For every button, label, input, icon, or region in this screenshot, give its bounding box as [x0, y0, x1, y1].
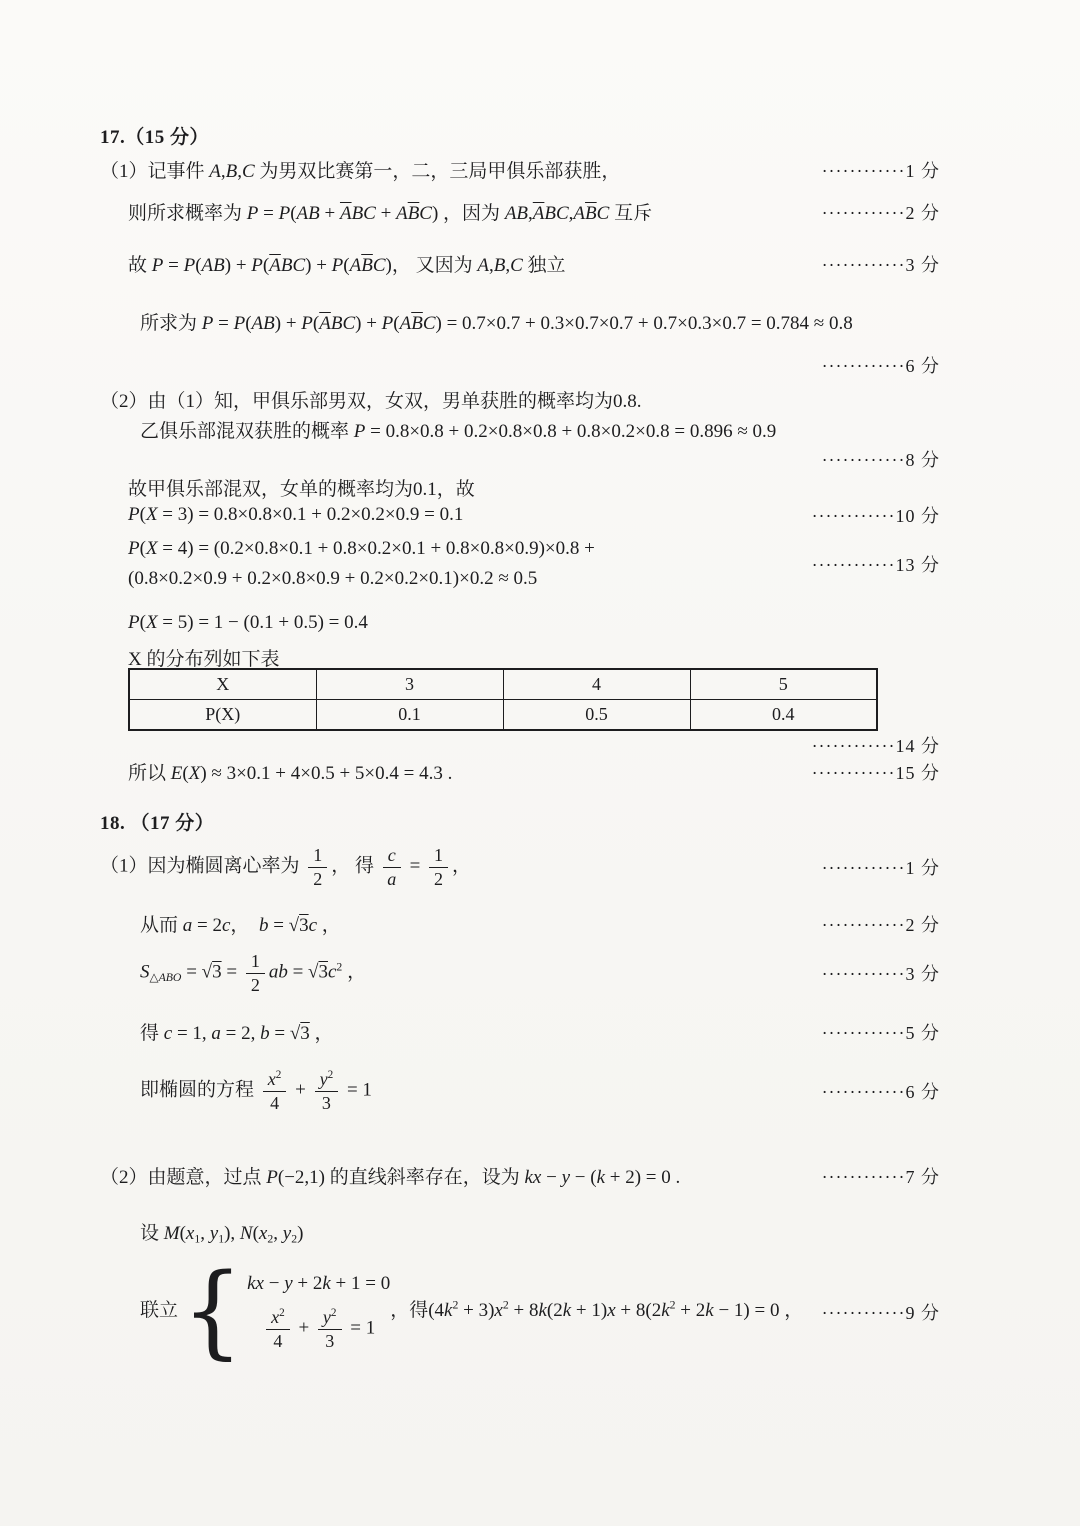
q18-score-6: ············6 分 [821, 1082, 940, 1102]
q17-line-12 [0, 758, 1080, 785]
distribution-table [128, 668, 878, 731]
q17-table-row [0, 668, 1080, 731]
q17-line-5 [0, 386, 1080, 413]
q17-line-1 [0, 156, 1080, 183]
table-cell: 0.1 [316, 700, 503, 731]
q17-title-text: 17.（15 分） [100, 127, 210, 148]
table-cell: X [129, 669, 316, 700]
table-cell: 5 [690, 669, 877, 700]
q17-heading [0, 122, 1080, 149]
q18-line-3 [0, 946, 1080, 1000]
q18-line-2-text: 从而 a = 2c， b = √3c ， [140, 915, 341, 936]
q17-line-7-text: 故甲俱乐部混双，女单的概率均为0.1，故 [128, 479, 475, 500]
q17-line-9b-text: (0.8×0.2×0.9 + 0.2×0.8×0.9 + 0.2×0.2×0.1)×0.2 ≈ 0.5 [128, 568, 538, 589]
q17-line-6-text: 乙俱乐部混双获胜的概率 P = 0.8×0.8 + 0.2×0.8×0.8 + 0.8×0.2×0.8 = 0.896 ≈ 0.9 [140, 421, 777, 442]
q18-line-6-text: （2）由题意，过点 P(−2,1) 的直线斜率存在，设为 kx − y − (k + 2) = 0 . [100, 1167, 681, 1188]
table-cell: P(X) [129, 700, 316, 731]
q17-line-7 [0, 474, 1080, 501]
q18-line-7-text: 设 $M(x_1$, $y_1$), $N(x_2$, $y_2$) [140, 1223, 304, 1246]
q18-heading [0, 808, 1080, 835]
q18-line-5-text: 即椭圆的方程 $\frac{x^2}{4}$ + $\frac{y^2}{3}$ = 1 [140, 1068, 372, 1113]
q18-line-1 [0, 838, 1080, 896]
q18-line-1-text: （1）因为椭圆离心率为 $\frac{1}{2}$ ， 得 $\frac{c}{a}$ = $\frac{1}{2}$ ， [100, 844, 472, 889]
q17-line-6 [0, 416, 1080, 443]
q18-score-1: ············1 分 [821, 858, 940, 878]
table-row [129, 669, 877, 700]
q18-line-4 [0, 1018, 1080, 1045]
q17-line-3-text: 故 $P = P(AB) + P(\overline{A}BC) + P(A\overline{B}C)$， 又因为 A,B,C 独立 [128, 255, 566, 276]
q17-line-10 [0, 612, 1080, 634]
q17-score-3: ············3 分 [821, 254, 940, 275]
q17-line-4 [0, 308, 1080, 335]
q17-score-14-row [0, 732, 1080, 758]
q18-line-6 [0, 1162, 1080, 1189]
q18-score-5: ············5 分 [821, 1022, 940, 1043]
q17-line-12-text: 所以 E(X) ≈ 3×0.1 + 4×0.5 + 5×0.4 = 4.3 . [128, 763, 453, 784]
q18-line-3-text: $S_{\triangle ABO} = √3$ = $\frac{1}{2}$ ab = $√3c^2$ ， [140, 950, 367, 995]
table-cell: 0.4 [690, 700, 877, 731]
q18-score-3: ············3 分 [821, 964, 940, 984]
q17-score-1: ············1 分 [821, 160, 940, 181]
q17-line-11-text: X 的分布列如下表 [128, 649, 280, 670]
q17-line-3 [0, 250, 1080, 277]
q17-score-15: ············15 分 [811, 762, 940, 783]
q18-line-2 [0, 910, 1080, 937]
q18-line-8 [0, 1252, 1080, 1371]
q18-line-8-text: 联立 { kx − y + 2k + 1 = 0 $\frac{x^2}{4}$ + $\frac{y^2}{3}$ = 1 ，得$(4k^2 + 3)x^2 + 8k(2k + 1)x + 8(2k^2 + 2k - 1) = 0$ ， [140, 1252, 804, 1371]
q17-line-2-text: 则所求概率为 $P = P(AB + \overline{A}BC + A\overline{B}C)$ ，因为 $AB,\overline{A}BC,A\overline{B}C$ 互斥 [128, 203, 653, 224]
q17-px4-group [0, 538, 1080, 590]
table-cell: 4 [503, 669, 690, 700]
q17-line-5-text: （2）由（1）知，甲俱乐部男双，女双，男单获胜的概率均为0.8. [100, 391, 642, 412]
q18-score-2: ············2 分 [821, 914, 940, 935]
table-row [129, 700, 877, 731]
q18-line-7 [0, 1218, 1080, 1247]
table-cell: 3 [316, 669, 503, 700]
q17-score-14: ············14 分 [811, 736, 940, 756]
q18-line-4-text: 得 c = 1, a = 2, b = √3 ， [140, 1023, 334, 1044]
q17-score-6: ············6 分 [821, 356, 940, 376]
q17-score-8: ············8 分 [821, 450, 940, 470]
q18-score-7: ············7 分 [821, 1166, 940, 1187]
q17-score-2: ············2 分 [821, 202, 940, 223]
q17-score-13: ············13 分 [811, 555, 940, 575]
q18-line-5 [0, 1062, 1080, 1120]
q17-score-8-row [0, 446, 1080, 472]
q18-score-9: ············9 分 [821, 1303, 940, 1323]
q17-line-2 [0, 198, 1080, 225]
q17-score-6-row [0, 352, 1080, 378]
q17-line-4-text: 所求为 $P = P(AB) + P(\overline{A}BC) + P(A\overline{B}C) = 0.7\times 0.7 + 0.3\times 0.7\times 0.7 + 0.7\times 0.3\times 0.7 = 0.784 \approx 0.8$ [140, 313, 853, 334]
table-cell: 0.5 [503, 700, 690, 731]
q17-line-10-text: P(X = 5) = 1 − (0.1 + 0.5) = 0.4 [128, 612, 368, 633]
q17-score-10: ············10 分 [811, 506, 940, 526]
q17-line-11 [0, 644, 1080, 671]
q17-line-9a-text: P(X = 4) = (0.2×0.8×0.1 + 0.8×0.2×0.1 + 0.8×0.8×0.9)×0.8 + [128, 538, 595, 559]
q17-line-8 [0, 502, 1080, 528]
q18-title-text: 18. （17 分） [100, 813, 215, 834]
q17-line-1-text: （1）记事件 A,B,C 为男双比赛第一，二，三局甲俱乐部获胜， [100, 161, 621, 182]
q17-line-8-text: P(X = 3) = 0.8×0.8×0.1 + 0.2×0.2×0.9 = 0.1 [128, 504, 464, 525]
